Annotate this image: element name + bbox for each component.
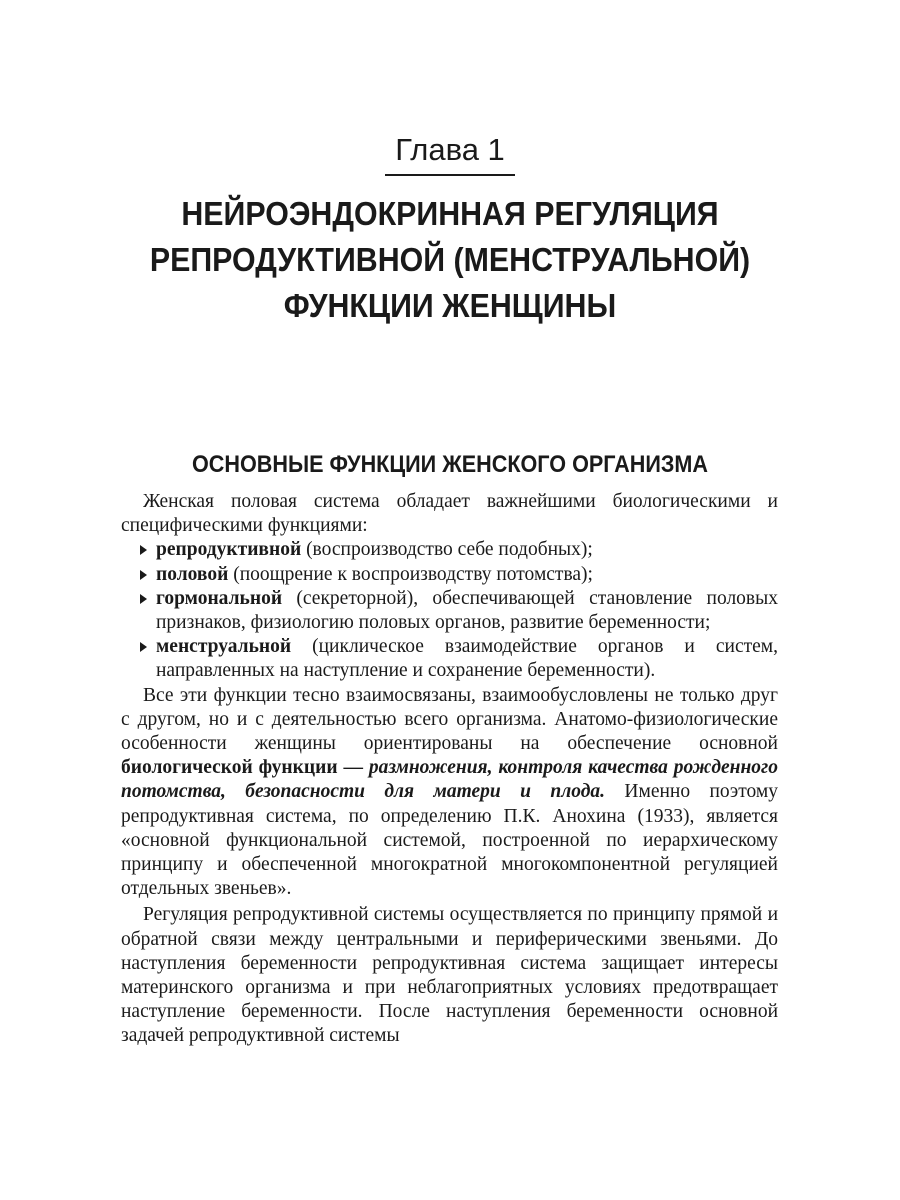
bold-phrase: биологической функции — (121, 757, 369, 779)
functions-list (121, 538, 778, 683)
paragraph: Регуляция репродуктивной системы осуществляется по принципу прямой и обратной связи между центральными и периферическими звеньями. До наступления беременности репродуктивная система защищает интересы материнского организма и при неблагоприятных условиях предотвращает наступление беременности. После наступления беременности основной задачей репродуктивной системы (121, 904, 778, 1047)
section-title: ОСНОВНЫЕ ФУНКЦИИ ЖЕНСКОГО ОРГАНИЗМА (191, 451, 709, 478)
paragraph (121, 684, 778, 902)
list-item-text: (поощрение к воспроизводству потомства); (228, 563, 593, 585)
list-item (121, 635, 778, 683)
chapter-title-line: ФУНКЦИИ ЖЕНЩИНЫ (283, 287, 617, 324)
list-item-term: гормональной (156, 587, 283, 609)
chapter-title-line: НЕЙРОЭНДОКРИННАЯ РЕГУЛЯЦИЯ (181, 195, 719, 232)
chapter-header (0, 134, 900, 176)
triangle-bullet-icon (140, 570, 147, 580)
list-item-term: репродуктивной (156, 539, 302, 561)
body-text (121, 490, 778, 1049)
list-item (121, 563, 778, 587)
list-item (121, 538, 778, 562)
triangle-bullet-icon (140, 642, 147, 652)
bold-italic-phrase: размножения, контроля качества рожденного потомства, безопасности для матери и плода. (121, 757, 778, 803)
list-item-text: (секреторной), обеспечивающей становление половых признаков, физиологию половых органов, развитие беременности; (156, 587, 778, 634)
list-item-term: менструальной (156, 636, 292, 658)
list-item-text: (воспроизводство себе подобных); (301, 539, 593, 561)
triangle-bullet-icon (140, 545, 147, 555)
list-item-term: половой (156, 563, 229, 585)
list-item (121, 587, 778, 635)
triangle-bullet-icon (140, 594, 147, 604)
paragraph-text: Все эти функции тесно взаимосвязаны, взаимообусловлены не только друг с другом, но и с деятельностью всего организма. Анатомо-физиологические особенности женщины ориентированы на обеспечение основной (121, 684, 778, 755)
list-item-text: (циклическое взаимодействие органов и систем, направленных на наступление и сохранение беременности). (156, 636, 778, 682)
chapter-title-line: РЕПРОДУКТИВНОЙ (МЕНСТРУАЛЬНОЙ) (149, 241, 751, 278)
chapter-label: Глава 1 (385, 134, 515, 176)
paragraph-text: Именно поэтому репродуктивная система, по определению П.К. Анохина (1933), является «основной функциональной системой, построенной по иерархическому принципу и обеспеченной многократной многокомпонентной регуляцией отдельных звеньев». (121, 781, 778, 900)
chapter-title (91, 191, 809, 329)
intro-paragraph: Женская половая система обладает важнейшими биологическими и специфическими функциями: (121, 491, 778, 537)
